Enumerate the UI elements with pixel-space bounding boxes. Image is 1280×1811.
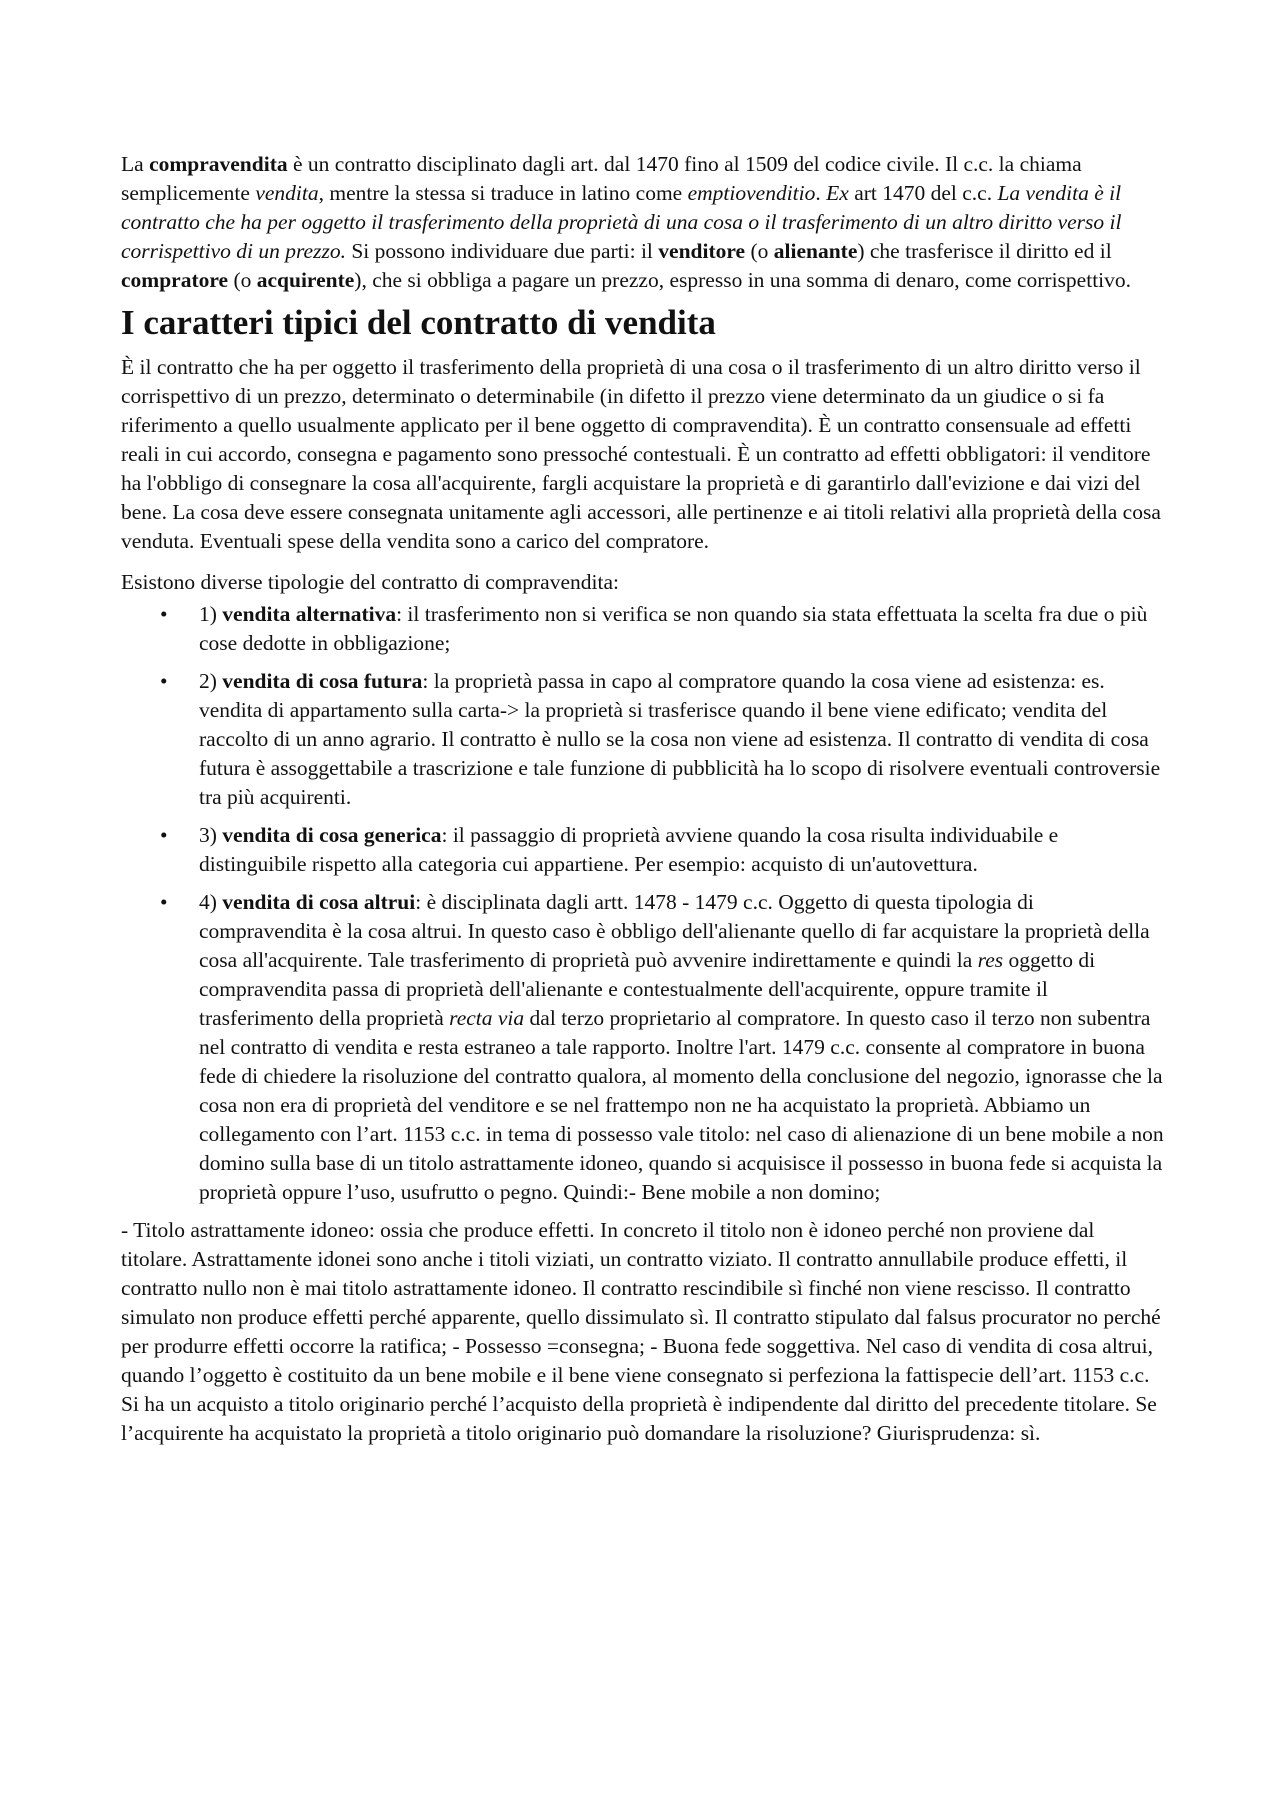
bullet-icon: • [160,823,168,847]
list-item: • 4) vendita di cosa altrui: è disciplinata dagli artt. 1478 - 1479 c.c. Oggetto di questa tipologia di compravendita è la cosa altrui. In questo caso è obbligo dell'alienante quello di far acquistare la proprietà della cosa all'acquirente. Tale trasferimento di proprietà può avvenire indirettamente e quindi la res oggetto di compravendita passa di proprietà dell'alienante e contestualmente dell'acquirente, oppure tramite il trasferimento della proprietà recta via dal terzo proprietario al compratore. In questo caso il terzo non subentra nel contratto di vendita e resta estraneo a tale rapporto. Inoltre l'art. 1479 c.c. consente al compratore in buona fede di chiedere la risoluzione del contratto qualora, al momento della conclusione del negozio, ignorasse che la cosa non era di proprietà del venditore e se nel frattempo non ne ha acquistato la proprietà. Abbiamo un collegamento con l’art. 1153 c.c. in tema di possesso vale titolo: nel caso di alienazione di un bene mobile a non domino sulla base di un titolo astrattamente idoneo, quando si acquisisce il possesso in buona fede si acquista la proprietà oppure l’uso, usufrutto o pegno. Quindi:- Bene mobile a non domino; [160,890,1164,1204]
term-emptiovenditio: emptiovenditio [687,181,816,205]
document-page [121,150,1165,1448]
bullet-icon: • [160,669,168,693]
bullet-icon: • [160,890,168,914]
term-res: res [977,948,1004,972]
list-item-title: vendita alternativa [222,602,397,626]
term-alienante: alienante [773,239,858,263]
types-list [121,600,1165,1207]
section-heading: I caratteri tipici del contratto di vendita [121,303,716,342]
closing-paragraph: - Titolo astrattamente idoneo: ossia che produce effetti. In concreto il titolo non è idoneo perché non proviene dal titolare. Astrattamente idonei sono anche i titoli viziati, un contratto viziato. Il contratto annullabile produce effetti, il contratto nullo non è mai titolo astrattamente idoneo. Il contratto rescindibile sì finché non viene rescisso. Il contratto simulato non produce effetti perché apparente, quello dissimulato sì. Il contratto stipulato dal falsus procurator no perché per produrre effetti occorre la ratifica; - Possesso =consegna; - Buona fede soggettiva. Nel caso di vendita di cosa altrui, quando l’oggetto è costituito da un bene mobile e il bene viene consegnato si perfeziona la fattispecie dell’art. 1153 c.c. Si ha un acquisto a titolo originario perché l’acquisto della proprietà è indipendente dal diritto del precedente titolare. Se l’acquirente ha acquistato la proprietà a titolo originario può domandare la risoluzione? Giurisprudenza: sì. [121,1218,1161,1445]
types-intro-paragraph: Esistono diverse tipologie del contratto di compravendita: [121,570,619,594]
term-recta-via: recta via [449,1006,525,1030]
term-venditore: venditore [658,239,746,263]
list-item-title: vendita di cosa altrui [222,890,416,914]
characteristics-paragraph: È il contratto che ha per oggetto il trasferimento della proprietà di una cosa o il trasferimento di un altro diritto verso il corrispettivo di un prezzo, determinato o determinabile (in difetto il prezzo viene determinato da un giudice o si fa riferimento a quello usualmente applicato per il bene oggetto di compravendita). È un contratto consensuale ad effetti reali in cui accordo, consegna e pagamento sono pressoché contestuali. È un contratto ad effetti obbligatori: il venditore ha l'obbligo di consegnare la cosa all'acquirente, fargli acquistare la proprietà e di garantirlo dall'evizione e dai vizi del bene. La cosa deve essere consegnata unitamente agli accessori, alle pertinenze e ai titoli relativi alla proprietà della cosa venduta. Eventuali spese della vendita sono a carico del compratore. [121,355,1161,553]
term-compravendita: compravendita [149,152,288,176]
list-item: • 2) vendita di cosa futura: la proprietà passa in capo al compratore quando la cosa viene ad esistenza: es. vendita di appartamento sulla carta-> la proprietà si trasferisce quando il bene viene edificato; vendita del raccolto di un anno agrario. Il contratto è nullo se la cosa non viene ad esistenza. Il contratto di vendita di cosa futura è assoggettabile a trascrizione e tale funzione di pubblicità ha lo scopo di risolvere eventuali controversie tra più acquirenti. [160,669,1161,809]
list-item-title: vendita di cosa generica [222,823,442,847]
term-acquirente: acquirente [256,268,355,292]
list-item-title: vendita di cosa futura [222,669,423,693]
intro-paragraph: La compravendita è un contratto disciplinato dagli art. dal 1470 fino al 1509 del codice civile. Il c.c. la chiama semplicemente vendita, mentre la stessa si traduce in latino come emptiovenditio. Ex art 1470 del c.c. La vendita è il contratto che ha per oggetto il trasferimento della proprietà di una cosa o il trasferimento di un altro diritto verso il corrispettivo di un prezzo. Si possono individuare due parti: il venditore (o alienante) che trasferisce il diritto ed il compratore (o acquirente), che si obbliga a pagare un prezzo, espresso in una somma di denaro, come corrispettivo. [121,152,1132,292]
bullet-icon: • [160,602,168,626]
list-item: • 3) vendita di cosa generica: il passaggio di proprietà avviene quando la cosa risulta individuabile e distinguibile rispetto alla categoria cui appartiene. Per esempio: acquisto di un'autovettura. [160,823,1059,876]
term-compratore: compratore [121,268,229,292]
definition-quote: La vendita è il contratto che ha per oggetto il trasferimento della proprietà di una cosa o il trasferimento di un altro diritto verso il corrispettivo di un prezzo. [121,181,1122,263]
term-vendita: vendita [255,181,319,205]
list-item: • 1) vendita alternativa: il trasferimento non si verifica se non quando sia stata effettuata la scelta fra due o più cose dedotte in obbligazione; [160,602,1148,655]
